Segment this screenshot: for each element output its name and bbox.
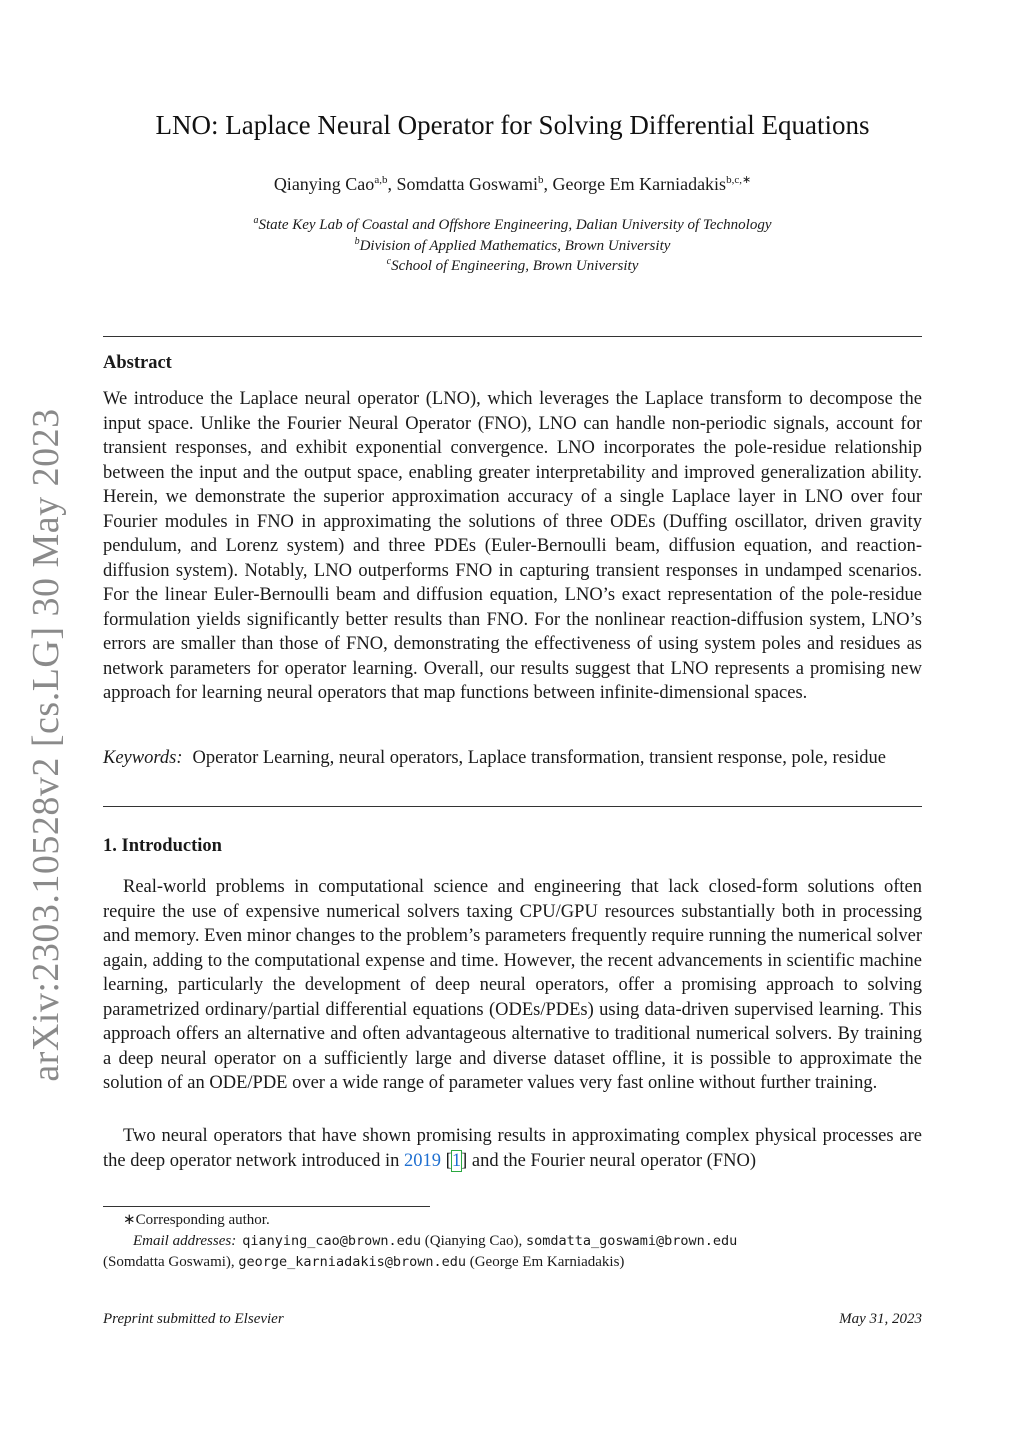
email-line-2	[103, 1252, 922, 1273]
abstract-bottom-rule	[103, 806, 922, 807]
author-list	[103, 174, 922, 195]
introduction-paragraph-2	[103, 1124, 922, 1173]
email-link[interactable]: qianying_cao@brown.edu	[242, 1233, 421, 1249]
arxiv-identifier-stamp[interactable]: arXiv:2303.10528v2 [cs.LG] 30 May 2023	[25, 408, 67, 1082]
bracket: ]	[461, 1150, 468, 1171]
affil-text: State Key Lab of Coastal and Offshore Engineering, Dalian University of Technology	[258, 217, 772, 233]
page-footer	[103, 1311, 922, 1328]
introduction-heading: 1. Introduction	[103, 836, 222, 856]
affiliation-b	[103, 236, 922, 257]
citation-year-link[interactable]: 2019	[404, 1150, 442, 1171]
author-name: Somdatta Goswami	[396, 174, 538, 194]
affil-marker: b	[354, 235, 360, 247]
submission-note: Preprint submitted to Elsevier	[103, 1311, 284, 1327]
abstract-text: We introduce the Laplace neural operator (LNO), which leverages the Laplace transform to decompose the input space. Unlike the Fourier Neural Operator (FNO), LNO can handle non-periodic signals, account for transient responses, and exhibit exponential convergence. LNO incorporates the pole-residue relationship between the input and the output space, enabling greater interpretability and improved generalization ability. Herein, we demonstrate the superior approximation accuracy of a single Laplace layer in LNO over four Fourier modules in FNO in approximating the solutions of three ODEs (Duffing oscillator, driven gravity pendulum, and Lorenz system) and three PDEs (Euler-Bernoulli beam, diffusion equation, and reaction-diffusion system). Notably, LNO outperforms FNO in capturing transient responses in undamped scenarios. For the linear Euler-Bernoulli beam and diffusion equation, LNO’s exact representation of the pole-residue formulation yields significantly better results than FNO. For the nonlinear reaction-diffusion system, LNO’s errors are smaller than those of FNO, demonstrating the effectiveness of using system poles and residues as network parameters for operator learning. Overall, our results suggest that LNO represents a promising new approach for learning neural operators that map functions between infinite-dimensional spaces.	[103, 389, 922, 703]
author-2	[396, 174, 552, 194]
email-owner: (Somdatta Goswami),	[103, 1254, 239, 1270]
email-link[interactable]: george_karniadakis@brown.edu	[238, 1254, 466, 1270]
author-separator: ,	[387, 174, 397, 194]
author-affil-marker: b	[537, 174, 544, 186]
email-link[interactable]: somdatta_goswami@brown.edu	[525, 1233, 738, 1249]
author-affil-marker: a,b	[374, 174, 388, 186]
email-label: Email addresses:	[133, 1233, 237, 1249]
author-1	[274, 174, 397, 194]
abstract-top-rule	[103, 336, 922, 337]
footer-date: May 31, 2023	[839, 1311, 922, 1327]
author-separator: ,	[543, 174, 553, 194]
keywords-label: Keywords:	[103, 748, 183, 768]
author-3	[552, 174, 751, 194]
author-affil-marker: b,c,∗	[726, 174, 752, 186]
paper-title: LNO: Laplace Neural Operator for Solving Differential Equations	[155, 110, 870, 140]
paragraph-text: and the Fourier neural operator (FNO)	[467, 1150, 756, 1171]
author-name: George Em Karniadakis	[552, 174, 727, 194]
email-owner: (George Em Karniadakis)	[465, 1254, 625, 1270]
bracket: [	[441, 1150, 452, 1171]
email-line-1	[103, 1231, 922, 1252]
keywords-text: Operator Learning, neural operators, Laplace transformation, transient response, pole, residue	[192, 748, 886, 768]
affiliation-a	[103, 215, 922, 236]
email-addresses	[103, 1231, 922, 1273]
affil-text: Division of Applied Mathematics, Brown University	[359, 237, 671, 254]
author-name: Qianying Cao	[273, 174, 375, 194]
keywords	[103, 746, 922, 771]
affil-text: School of Engineering, Brown University	[391, 258, 639, 274]
paragraph-text: Two neural operators that have shown promising results in approximating complex physical processes are the deep operator network introduced in	[103, 1126, 922, 1171]
affil-marker: a	[253, 215, 259, 226]
corresponding-author-note: ∗Corresponding author.	[123, 1212, 270, 1228]
introduction-paragraph-1: Real-world problems in computational science and engineering that lack closed-form solutions often require the use of expensive numerical solvers taxing CPU/GPU resources substantially both in processing and memory. Even minor changes to the problem’s parameters frequently require running the numerical solver again, adding to the computational expense and time. However, the recent advancements in scientific machine learning, particularly the development of deep neural operators, offer a promising approach to solving parametrized ordinary/partial differential equations (ODEs/PDEs) using data-driven supervised learning. This approach offers an alternative and often advantageous alternative to traditional numerical solvers. By training a deep neural operator on a sufficiently large and diverse dataset offline, it is possible to approximate the solution of an ODE/PDE over a wide range of parameter values very fast online without further training.	[103, 877, 922, 1093]
email-owner: (Qianying Cao),	[421, 1233, 526, 1249]
affil-marker: c	[386, 256, 392, 267]
citation-link[interactable]: 1	[451, 1150, 462, 1171]
abstract-heading: Abstract	[103, 353, 172, 373]
footnote-rule	[103, 1206, 430, 1207]
affiliation-c	[103, 256, 922, 277]
affiliations	[103, 215, 922, 277]
